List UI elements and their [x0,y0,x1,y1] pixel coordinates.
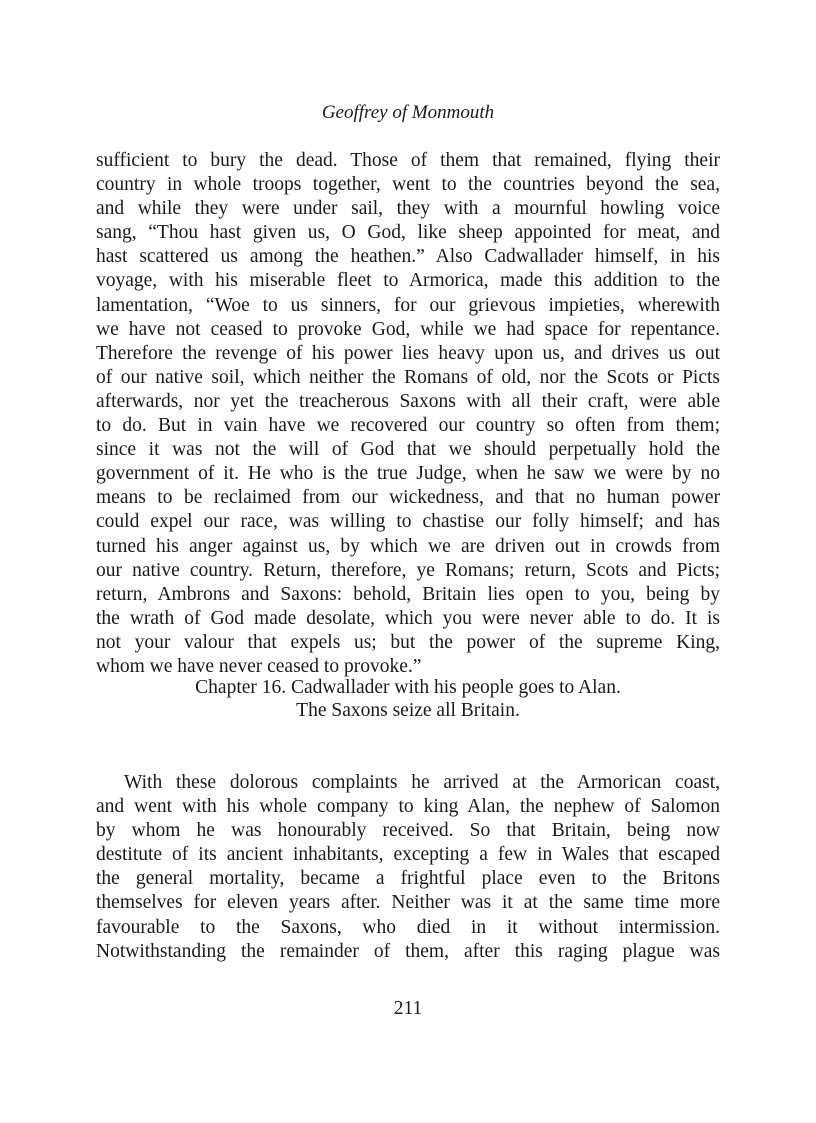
text-line: With these dolorous complaints he arrived at the Armorican coast, [124,772,720,793]
text-line: return, Ambrons and Saxons: behold, Britain lies open to you, being by [96,583,720,605]
text-line: whom we have never ceased to provoke.” [96,655,422,677]
text-line: Notwithstanding the remainder of them, after this raging plague was [96,940,720,962]
text-line: the general mortality, became a frightful place even to the Britons [96,868,720,890]
chapter-heading-line-2: The Saxons seize all Britain. [296,700,520,721]
chapter-heading-line-1: Chapter 16. Cadwallader with his people goes to Alan. [195,677,621,698]
text-line: government of it. He who is the true Judge, when he saw we were by no [96,463,720,485]
text-line: by whom he was honourably received. So that Britain, being now [96,820,720,842]
text-line: our native country. Return, therefore, ye Romans; return, Scots and Picts; [96,559,720,581]
running-header: Geoffrey of Monmouth [321,102,495,123]
text-line: we have not ceased to provoke God, while we had space for repentance. [96,318,720,340]
page-number: 211 [393,998,423,1019]
text-line: sang, “Thou hast given us, O God, like sheep appointed for meat, and [96,222,720,244]
text-line: hast scattered us among the heathen.” Also Cadwallader himself, in his [96,246,720,268]
text-line: themselves for eleven years after. Neither was it at the same time more [96,892,720,914]
text-line: turned his anger against us, by which we are driven out in crowds from [96,535,720,557]
text-line: to do. But in vain have we recovered our country so often from them; [96,415,720,437]
text-line: and while they were under sail, they with a mournful howling voice [96,198,720,220]
text-line: afterwards, nor yet the treacherous Saxons with all their craft, were able [96,390,720,412]
text-line: the wrath of God made desolate, which you were never able to do. It is [96,607,720,629]
text-line: and went with his whole company to king Alan, the nephew of Salomon [96,796,720,818]
text-line: could expel our race, was willing to chastise our folly himself; and has [96,511,720,533]
text-line: sufficient to bury the dead. Those of them that remained, flying their [96,150,720,171]
text-line: lamentation, “Woe to us sinners, for our grievous impieties, wherewith [96,294,720,316]
text-line: voyage, with his miserable fleet to Armorica, made this addition to the [96,270,720,292]
text-line: Therefore the revenge of his power lies heavy upon us, and drives us out [96,342,720,364]
text-line: country in whole troops together, went to the countries beyond the sea, [96,174,720,196]
chapter-heading [0,676,816,722]
text-line: destitute of its ancient inhabitants, excepting a few in Wales that escaped [96,844,720,866]
paragraph-2 [96,771,720,964]
text-line: of our native soil, which neither the Romans of old, nor the Scots or Picts [96,366,720,388]
text-line: favourable to the Saxons, who died in it without intermission. [96,916,720,938]
text-line: since it was not the will of God that we should perpetually hold the [96,439,720,461]
text-line: not your valour that expels us; but the power of the supreme King, [96,631,720,653]
paragraph-1 [96,149,720,679]
text-line: means to be reclaimed from our wickedness, and that no human power [96,487,720,509]
